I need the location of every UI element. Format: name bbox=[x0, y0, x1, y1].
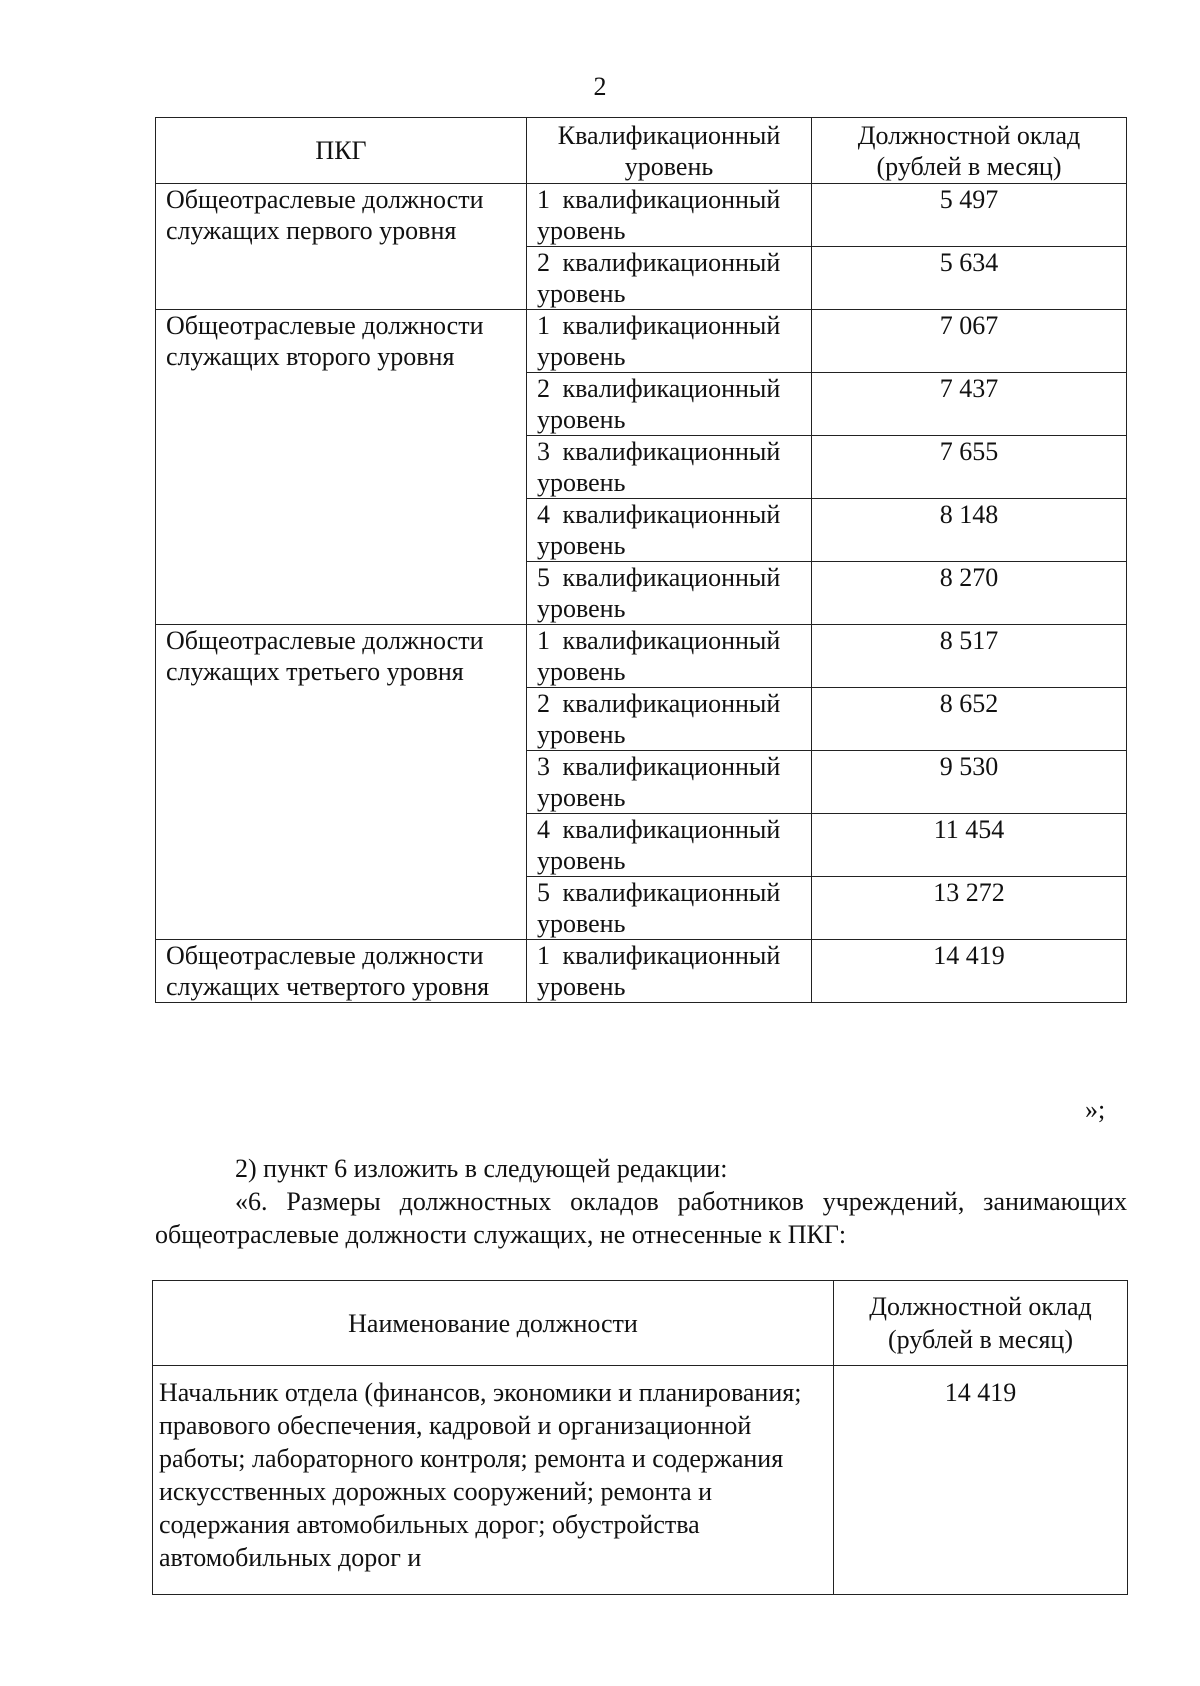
table-row bbox=[153, 1366, 1128, 1595]
pkg-group-name: Общеотраслевые должности служащих четвертого уровня bbox=[156, 940, 527, 1003]
pkg-group-name: Общеотраслевые должности служащих третьего уровня bbox=[156, 625, 527, 940]
salary-cell: 9 530 bbox=[812, 751, 1127, 814]
position-name-cell: Начальник отдела (финансов, экономики и планирования; правового обеспечения, кадровой и организационной работы; лабораторного контроля; ремонта и содержания искусственных дорожных сооружений; ремонта и содержания автомобильных дорог; обустройства автомобильных дорог и bbox=[153, 1366, 834, 1595]
qualification-level-cell: 5 квалификационный уровень bbox=[527, 877, 812, 940]
qualification-level-cell: 2 квалификационный уровень bbox=[527, 373, 812, 436]
pkg-salary-table bbox=[155, 117, 1127, 1003]
table-row bbox=[156, 184, 1127, 247]
qualification-level-cell: 1 квалификационный уровень bbox=[527, 940, 812, 1003]
paragraph-item-2: 2) пункт 6 изложить в следующей редакции: bbox=[235, 1154, 728, 1183]
qualification-level-cell: 4 квалификационный уровень bbox=[527, 814, 812, 877]
salary-cell: 11 454 bbox=[812, 814, 1127, 877]
pkg-group-name: Общеотраслевые должности служащих первого уровня bbox=[156, 184, 527, 310]
salary-cell: 7 655 bbox=[812, 436, 1127, 499]
table-row bbox=[156, 625, 1127, 688]
pkg-group-name: Общеотраслевые должности служащих второго уровня bbox=[156, 310, 527, 625]
paragraph-item-6: «6. Размеры должностных окладов работников учреждений, занимающих общеотраслевые должности служащих, не отнесенные к ПКГ: bbox=[155, 1187, 1127, 1249]
header-pkg: ПКГ bbox=[156, 118, 527, 184]
table-header-row bbox=[153, 1281, 1128, 1366]
page-number: 2 bbox=[593, 72, 607, 101]
qualification-level-cell: 2 квалификационный уровень bbox=[527, 247, 812, 310]
closing-quote-mark: »; bbox=[1085, 1095, 1106, 1124]
salary-cell: 8 270 bbox=[812, 562, 1127, 625]
qualification-level-cell: 1 квалификационный уровень bbox=[527, 625, 812, 688]
qualification-level-cell: 5 квалификационный уровень bbox=[527, 562, 812, 625]
salary-cell: 5 497 bbox=[812, 184, 1127, 247]
qualification-level-cell: 1 квалификационный уровень bbox=[527, 310, 812, 373]
salary-cell: 8 148 bbox=[812, 499, 1127, 562]
salary-cell: 7 437 bbox=[812, 373, 1127, 436]
qualification-level-cell: 3 квалификационный уровень bbox=[527, 751, 812, 814]
qualification-level-cell: 1 квалификационный уровень bbox=[527, 184, 812, 247]
header-position-name: Наименование должности bbox=[153, 1281, 834, 1366]
table-row bbox=[156, 310, 1127, 373]
salary-cell: 14 419 bbox=[834, 1366, 1128, 1595]
salary-cell: 14 419 bbox=[812, 940, 1127, 1003]
pkg-table-body bbox=[156, 184, 1127, 1003]
positions-table-body bbox=[153, 1366, 1128, 1595]
qualification-level-cell: 3 квалификационный уровень bbox=[527, 436, 812, 499]
header-salary: Должностной оклад (рублей в месяц) bbox=[812, 118, 1127, 184]
table-row bbox=[156, 940, 1127, 1003]
qualification-level-cell: 2 квалификационный уровень bbox=[527, 688, 812, 751]
positions-salary-table bbox=[152, 1280, 1128, 1595]
qualification-level-cell: 4 квалификационный уровень bbox=[527, 499, 812, 562]
salary-cell: 8 517 bbox=[812, 625, 1127, 688]
salary-cell: 13 272 bbox=[812, 877, 1127, 940]
header-qualification-level: Квалификационный уровень bbox=[527, 118, 812, 184]
salary-cell: 8 652 bbox=[812, 688, 1127, 751]
salary-cell: 7 067 bbox=[812, 310, 1127, 373]
salary-cell: 5 634 bbox=[812, 247, 1127, 310]
table-header-row bbox=[156, 118, 1127, 184]
header-salary: Должностной оклад (рублей в месяц) bbox=[834, 1281, 1128, 1366]
